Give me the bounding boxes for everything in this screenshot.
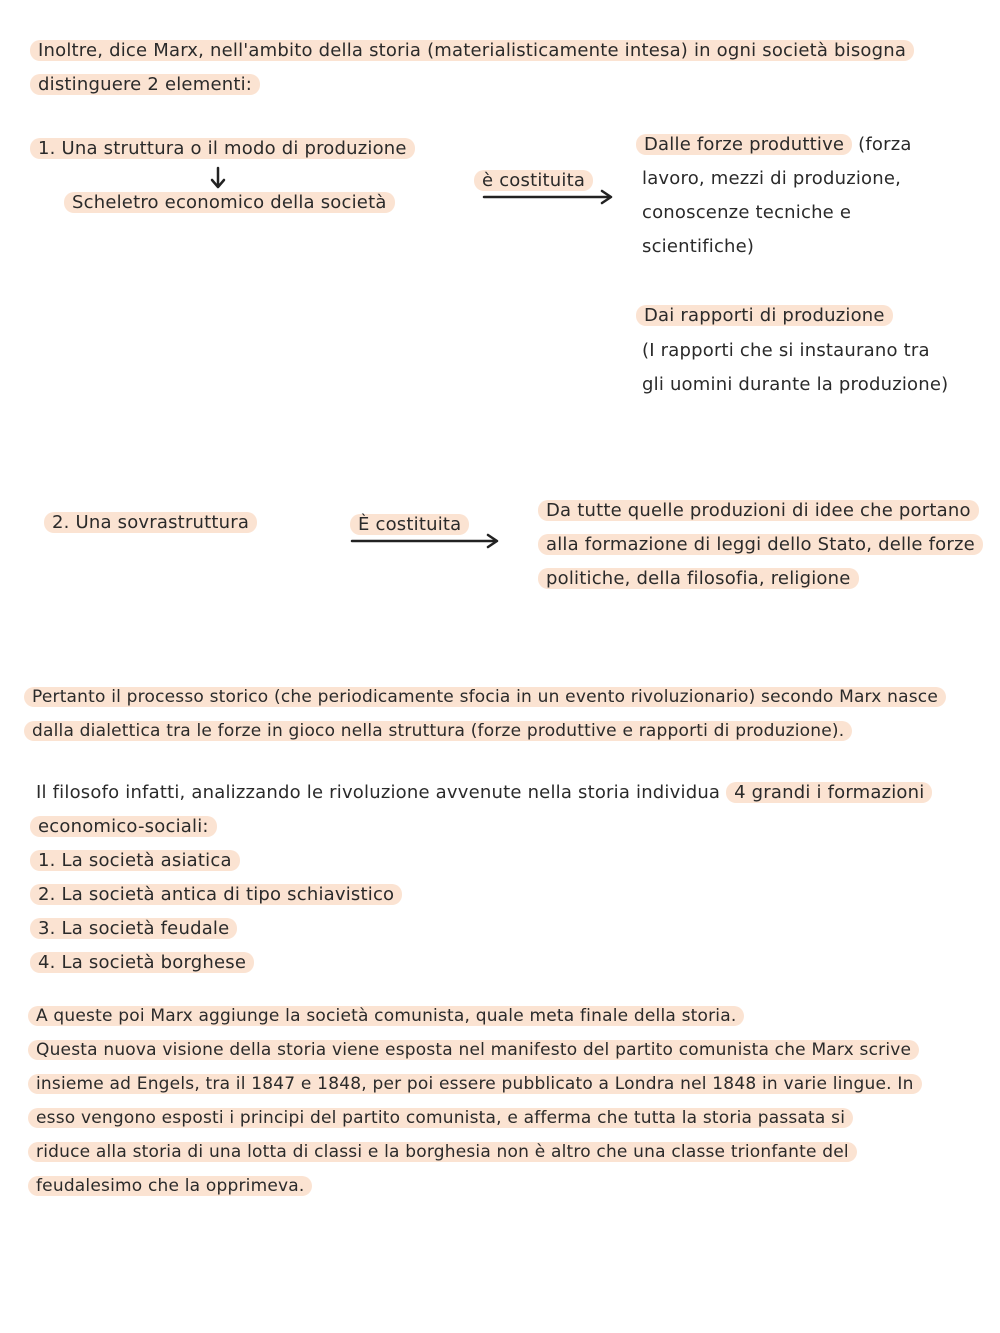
- formazioni-intro-highlight: 4 grandi i formazioni: [726, 782, 932, 803]
- formazione-item-1: 1. La società asiatica: [30, 850, 240, 871]
- sovrastruttura-line-1: [546, 494, 979, 528]
- conclusione-line-6-text: feudalesimo che la opprimeva.: [28, 1176, 312, 1196]
- list-item: [38, 878, 402, 912]
- list-item: [38, 912, 237, 946]
- struttura-arrow-label-text: è costituita: [474, 170, 593, 191]
- conclusione-line-5: [36, 1135, 857, 1169]
- conclusione-line-5-text: riduce alla storia di una lotta di classi e la borghesia non è altro che una classe trionfante del: [28, 1142, 857, 1162]
- forze-produttive-line-2: lavoro, mezzi di produzione,: [642, 168, 902, 189]
- rapporti-produzione-title-text: Dai rapporti di produzione: [636, 305, 893, 326]
- forze-produttive-line-3: conoscenze tecniche e: [642, 202, 852, 223]
- sovrastruttura-line-1-text: Da tutte quelle produzioni di idee che portano: [538, 500, 979, 521]
- sovrastruttura-arrow-label-text: È costituita: [350, 514, 469, 535]
- struttura-subtitle-text: Scheletro economico della società: [64, 192, 395, 213]
- conclusione-line-2-text: Questa nuova visione della storia viene esposta nel manifesto del partito comunista che Marx scrive: [28, 1040, 919, 1060]
- formazioni-intro: [36, 776, 932, 810]
- conclusione-line-3: [36, 1067, 922, 1101]
- struttura-subtitle: [72, 186, 395, 220]
- intro-line-2: [38, 68, 260, 102]
- forze-produttive-line-1-rest: (forza: [858, 134, 912, 155]
- formazione-item-2: 2. La società antica di tipo schiavistico: [30, 884, 402, 905]
- formazione-item-4: 4. La società borghese: [30, 952, 254, 973]
- sovrastruttura-line-3-text: politiche, della filosofia, religione: [538, 568, 859, 589]
- formazioni-intro-plain: Il filosofo infatti, analizzando le rivoluzione avvenute nella storia individua: [36, 782, 721, 803]
- formazioni-intro-line-2-text: economico-sociali:: [30, 816, 217, 837]
- intro-line-1: [38, 34, 914, 68]
- formazioni-intro-line-2: [38, 810, 217, 844]
- intro-line-1-text: Inoltre, dice Marx, nell'ambito della storia (materialisticamente intesa) in ogni società bisogna: [30, 40, 914, 61]
- forze-produttive-line-1: [644, 128, 912, 162]
- struttura-title: [38, 132, 415, 166]
- right-arrow-icon: [482, 186, 616, 208]
- conclusione-line-4: [36, 1101, 853, 1135]
- forze-produttive-title: Dalle forze produttive: [636, 134, 852, 155]
- conclusione-line-2: [36, 1033, 919, 1067]
- sovrastruttura-line-2: [546, 528, 983, 562]
- forze-produttive-line-4: scientifiche): [642, 236, 755, 257]
- rapporti-produzione-line-1: (I rapporti che si instaurano tra: [642, 340, 930, 361]
- conclusione-line-1-text: A queste poi Marx aggiunge la società comunista, quale meta finale della storia.: [28, 1006, 744, 1026]
- rapporti-produzione-line-2: gli uomini durante la produzione): [642, 374, 949, 395]
- rapporti-produzione-title: [644, 299, 893, 333]
- struttura-title-text: 1. Una struttura o il modo di produzione: [30, 138, 415, 159]
- conclusione-line-3-text: insieme ad Engels, tra il 1847 e 1848, per poi essere pubblicato a Londra nel 1848 in varie lingue. In: [28, 1074, 922, 1094]
- conclusione-line-4-text: esso vengono esposti i principi del partito comunista, e afferma che tutta la storia passata si: [28, 1108, 853, 1128]
- processo-line-2-text: dalla dialettica tra le forze in gioco nella struttura (forze produttive e rapporti di produzione).: [24, 721, 852, 741]
- sovrastruttura-title: [52, 506, 257, 540]
- processo-line-1-text: Pertanto il processo storico (che periodicamente sfocia in un evento rivoluzionario) secondo Marx nasce: [24, 687, 946, 707]
- processo-line-1: [32, 680, 946, 714]
- sovrastruttura-line-3: [546, 562, 859, 596]
- sovrastruttura-title-text: 2. Una sovrastruttura: [44, 512, 257, 533]
- list-item: [38, 844, 240, 878]
- processo-line-2: [32, 714, 852, 748]
- list-item: [38, 946, 254, 980]
- conclusione-line-1: [36, 999, 744, 1033]
- sovrastruttura-line-2-text: alla formazione di leggi dello Stato, delle forze: [538, 534, 983, 555]
- right-arrow-icon: [350, 530, 502, 552]
- conclusione-line-6: [36, 1169, 312, 1203]
- intro-line-2-text: distinguere 2 elementi:: [30, 74, 260, 95]
- formazione-item-3: 3. La società feudale: [30, 918, 237, 939]
